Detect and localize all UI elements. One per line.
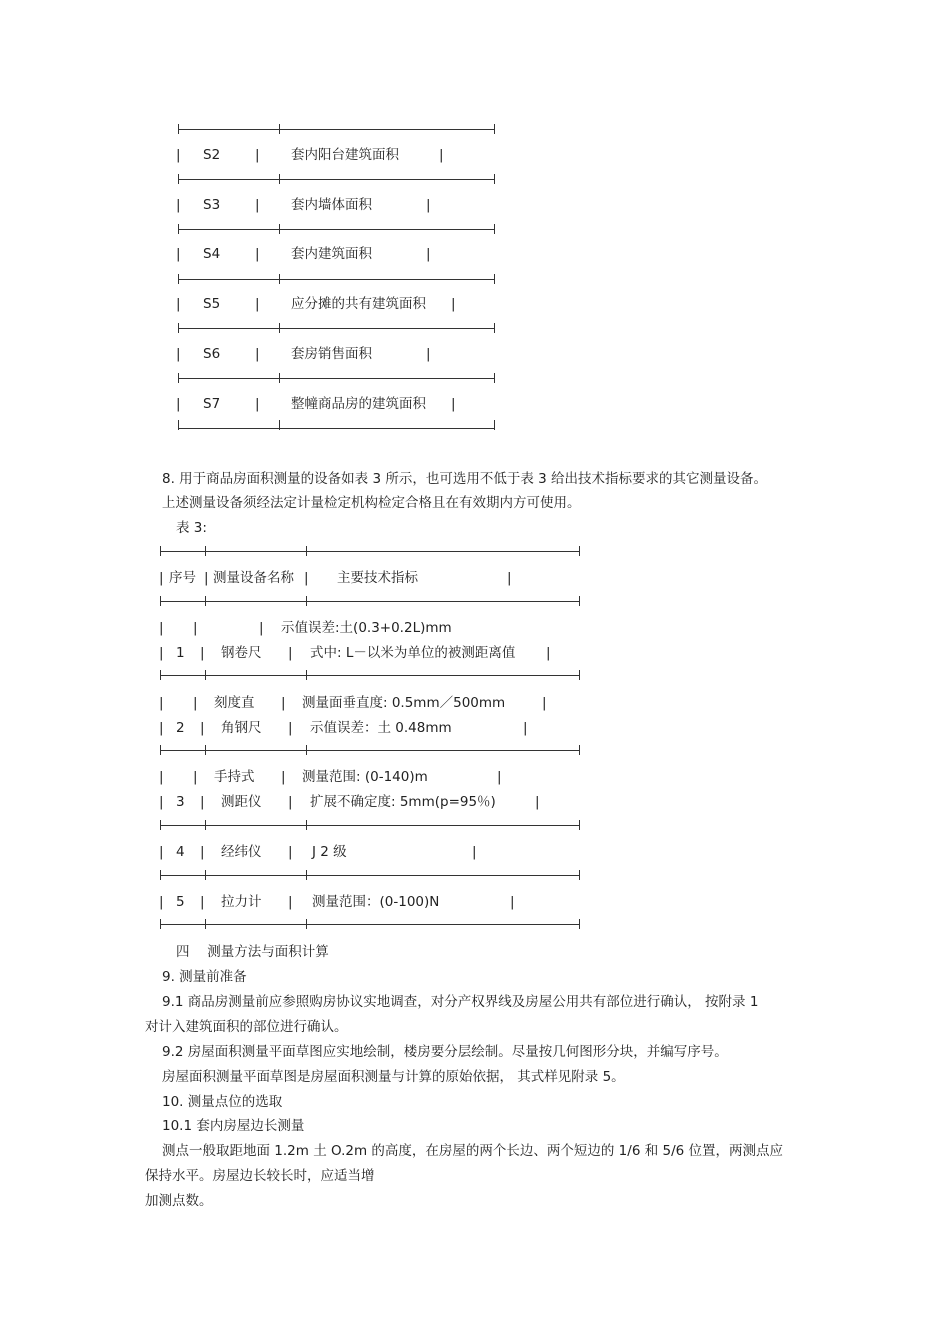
table-tick: [579, 870, 580, 880]
area-description: 整幢商品房的建筑面积: [291, 396, 426, 412]
table-rule: [160, 675, 579, 676]
cell-divider: |: [193, 620, 198, 636]
table-3-caption: 表 3:: [176, 520, 207, 536]
cell-divider: |: [542, 695, 547, 711]
section-9-2-line-2: 房屋面积测量平面草图是房屋面积测量与计算的原始依据， 其式样见附录 5。: [162, 1069, 625, 1085]
serial-number: 4: [176, 844, 185, 860]
cell-divider: |: [159, 620, 164, 636]
cell-divider: |: [304, 570, 309, 586]
cell-divider: |: [507, 570, 512, 586]
cell-divider: |: [546, 645, 551, 661]
equipment-name-top: 刻度直: [214, 695, 255, 711]
table-tick: [178, 323, 179, 333]
area-code: S2: [203, 147, 221, 163]
section-10-1-line-2: 保持水平。房屋边长较长时，应适当增: [145, 1168, 375, 1184]
cell-divider: |: [497, 769, 502, 785]
header-equipment-name: 测量设备名称: [213, 570, 294, 586]
area-code: S4: [203, 246, 221, 262]
cell-divider: |: [176, 147, 181, 163]
table-tick: [494, 420, 495, 430]
cell-divider: |: [288, 844, 293, 860]
table-tick: [178, 224, 179, 234]
section-10-1-heading: 10.1 套内房屋边长测量: [162, 1118, 305, 1134]
cell-divider: |: [472, 844, 477, 860]
cell-divider: |: [159, 844, 164, 860]
table-rule: [178, 129, 494, 130]
section-9-2-line-1: 9.2 房屋面积测量平面草图应实地绘制，楼房要分层绘制。尽量按几何图形分块，并编写序号。: [162, 1044, 728, 1060]
equipment-name: 钢卷尺: [221, 645, 262, 661]
cell-divider: |: [281, 769, 286, 785]
serial-number: 2: [176, 720, 185, 736]
cell-divider: |: [426, 246, 431, 262]
area-code: S5: [203, 296, 221, 312]
area-description: 套内墙体面积: [291, 197, 372, 213]
spec-line-bottom: 扩展不确定度: 5mm(p=95％): [310, 794, 496, 810]
table-tick: [205, 820, 206, 830]
table-tick: [279, 323, 280, 333]
table-rule: [178, 279, 494, 280]
table-tick: [306, 870, 307, 880]
cell-divider: |: [451, 296, 456, 312]
table-tick: [205, 670, 206, 680]
table-tick: [279, 274, 280, 284]
cell-divider: |: [535, 794, 540, 810]
table-rule: [160, 924, 579, 925]
cell-divider: |: [288, 794, 293, 810]
cell-divider: |: [176, 197, 181, 213]
table-tick: [178, 274, 179, 284]
table-rule: [178, 328, 494, 329]
table-tick: [306, 745, 307, 755]
table-tick: [160, 820, 161, 830]
table-rule: [160, 825, 579, 826]
cell-divider: |: [281, 695, 286, 711]
section-9-heading: 9. 测量前准备: [162, 969, 247, 985]
table-rule: [160, 750, 579, 751]
area-code: S7: [203, 396, 221, 412]
table-tick: [205, 546, 206, 556]
table-tick: [494, 124, 495, 134]
table-tick: [579, 546, 580, 556]
table-rule: [160, 875, 579, 876]
section-9-1-line-2: 对计入建筑面积的部位进行确认。: [145, 1019, 348, 1035]
table-tick: [579, 919, 580, 929]
table-tick: [160, 596, 161, 606]
table-tick: [494, 274, 495, 284]
paragraph-8-line-2: 上述测量设备须经法定计量检定机构检定合格且在有效期内方可使用。: [162, 495, 581, 511]
spec-line-top: 测量范围: (0-140)m: [302, 769, 428, 785]
cell-divider: |: [255, 296, 260, 312]
table-tick: [306, 919, 307, 929]
table-tick: [160, 919, 161, 929]
cell-divider: |: [159, 695, 164, 711]
cell-divider: |: [159, 570, 164, 586]
section-4-heading: 四 测量方法与面积计算: [176, 944, 329, 960]
cell-divider: |: [176, 346, 181, 362]
equipment-name: 经纬仪: [221, 844, 262, 860]
equipment-name-top: 手持式: [214, 769, 255, 785]
table-tick: [279, 174, 280, 184]
cell-divider: |: [439, 147, 444, 163]
table-rule: [160, 551, 579, 552]
serial-number: 5: [176, 894, 185, 910]
serial-number: 3: [176, 794, 185, 810]
table-tick: [579, 670, 580, 680]
area-description: 应分摊的共有建筑面积: [291, 296, 426, 312]
cell-divider: |: [176, 296, 181, 312]
spec-line-bottom: 式中: L－以米为单位的被测距离值: [310, 645, 516, 661]
table-rule: [178, 229, 494, 230]
table-tick: [178, 420, 179, 430]
table-tick: [178, 373, 179, 383]
table-tick: [205, 745, 206, 755]
table-tick: [306, 820, 307, 830]
spec-line-top: 测量面垂直度: 0.5mm／500mm: [302, 695, 506, 711]
cell-divider: |: [288, 645, 293, 661]
cell-divider: |: [159, 794, 164, 810]
area-description: 套内建筑面积: [291, 246, 372, 262]
table-rule: [160, 601, 579, 602]
cell-divider: |: [200, 894, 205, 910]
table-tick: [178, 124, 179, 134]
table-tick: [579, 745, 580, 755]
spec-line-bottom: 示值误差：土 0.48mm: [310, 720, 452, 736]
equipment-name: 拉力计: [221, 894, 262, 910]
table-tick: [160, 745, 161, 755]
cell-divider: |: [523, 720, 528, 736]
table-tick: [494, 224, 495, 234]
cell-divider: |: [200, 720, 205, 736]
section-10-1-line-1: 测点一般取距地面 1.2m 土 O.2m 的高度，在房屋的两个长边、两个短边的 1/6 和 5/6 位置，两测点应: [162, 1143, 784, 1159]
spec-line-bottom: 测量范围：(0-100)N: [312, 894, 440, 910]
table-tick: [306, 596, 307, 606]
table-tick: [160, 670, 161, 680]
table-tick: [178, 174, 179, 184]
cell-divider: |: [255, 197, 260, 213]
cell-divider: |: [426, 197, 431, 213]
cell-divider: |: [255, 346, 260, 362]
table-tick: [205, 870, 206, 880]
cell-divider: |: [200, 645, 205, 661]
cell-divider: |: [255, 246, 260, 262]
cell-divider: |: [159, 894, 164, 910]
section-10-1-line-3: 加测点数。: [145, 1193, 213, 1209]
table-tick: [306, 670, 307, 680]
cell-divider: |: [255, 147, 260, 163]
cell-divider: |: [176, 246, 181, 262]
equipment-name: 角钢尺: [221, 720, 262, 736]
header-technical-spec: 主要技术指标: [337, 570, 418, 586]
table-tick: [279, 224, 280, 234]
table-tick: [205, 596, 206, 606]
table-tick: [579, 820, 580, 830]
table-tick: [279, 420, 280, 430]
section-10-heading: 10. 测量点位的选取: [162, 1094, 283, 1110]
section-9-1-line-1: 9.1 商品房测量前应参照购房协议实地调查，对分产权界线及房屋公用共有部位进行确认， 按附录 1: [162, 994, 759, 1010]
table-tick: [279, 124, 280, 134]
area-description: 套房销售面积: [291, 346, 372, 362]
table-tick: [579, 596, 580, 606]
area-code: S6: [203, 346, 221, 362]
cell-divider: |: [510, 894, 515, 910]
table-tick: [160, 870, 161, 880]
cell-divider: |: [200, 794, 205, 810]
cell-divider: |: [451, 396, 456, 412]
cell-divider: |: [255, 396, 260, 412]
cell-divider: |: [193, 695, 198, 711]
spec-line-top: 示值误差:土(0.3+0.2L)mm: [281, 620, 452, 636]
cell-divider: |: [288, 894, 293, 910]
table-rule: [178, 428, 494, 429]
header-serial-number: 序号: [169, 570, 196, 586]
cell-divider: |: [176, 396, 181, 412]
table-tick: [205, 919, 206, 929]
table-tick: [160, 546, 161, 556]
table-tick: [494, 174, 495, 184]
cell-divider: |: [159, 720, 164, 736]
table-tick: [494, 373, 495, 383]
cell-divider: |: [159, 769, 164, 785]
cell-divider: |: [200, 844, 205, 860]
cell-divider: |: [159, 645, 164, 661]
spec-line-bottom: J 2 级: [312, 844, 347, 860]
table-tick: [494, 323, 495, 333]
paragraph-8-line-1: 8. 用于商品房面积测量的设备如表 3 所示，也可选用不低于表 3 给出技术指标要求的其它测量设备。: [162, 471, 768, 487]
cell-divider: |: [204, 570, 209, 586]
equipment-name: 测距仪: [221, 794, 262, 810]
table-rule: [178, 179, 494, 180]
area-description: 套内阳台建筑面积: [291, 147, 399, 163]
cell-divider: |: [259, 620, 264, 636]
table-tick: [279, 373, 280, 383]
cell-divider: |: [288, 720, 293, 736]
cell-divider: |: [193, 769, 198, 785]
table-tick: [306, 546, 307, 556]
table-rule: [178, 378, 494, 379]
cell-divider: |: [426, 346, 431, 362]
serial-number: 1: [176, 645, 185, 661]
area-code: S3: [203, 197, 221, 213]
